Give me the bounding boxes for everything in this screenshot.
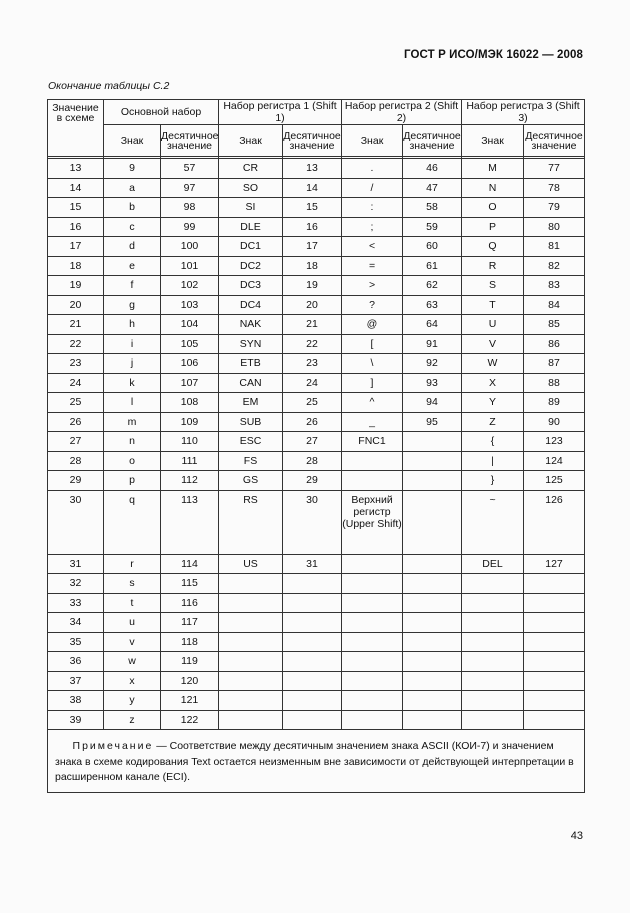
table-cell: SYN [219, 334, 283, 354]
table-cell: _ [342, 412, 403, 432]
table-cell: 61 [403, 256, 462, 276]
table-cell [524, 652, 585, 672]
table-cell [342, 574, 403, 594]
table-cell [342, 593, 403, 613]
table-cell: 90 [524, 412, 585, 432]
table-row [48, 198, 585, 218]
table-cell: US [219, 554, 283, 574]
table-cell [403, 451, 462, 471]
table-cell: 46 [403, 159, 462, 179]
table-cell [283, 652, 342, 672]
table-row [48, 178, 585, 198]
table-cell [403, 613, 462, 633]
table-cell: v [104, 632, 161, 652]
table-cell [524, 710, 585, 730]
table-cell: 115 [161, 574, 219, 594]
table-cell: ] [342, 373, 403, 393]
table-cell: 36 [48, 652, 104, 672]
table-cell: n [104, 432, 161, 452]
table-cell [403, 691, 462, 711]
header-shift2-set: Набор регистра 2 (Shift 2) [342, 100, 462, 125]
table-cell [403, 593, 462, 613]
document-header: ГОСТ Р ИСО/МЭК 16022 — 2008 [404, 49, 583, 61]
table-cell: 28 [283, 451, 342, 471]
table-cell: 16 [283, 217, 342, 237]
header-char: Знак [104, 125, 161, 157]
table-cell: 110 [161, 432, 219, 452]
table-cell: FNC1 [342, 432, 403, 452]
table-cell: 20 [283, 295, 342, 315]
table-cell: 121 [161, 691, 219, 711]
table-cell [342, 451, 403, 471]
table-cell [403, 574, 462, 594]
table-cell: 86 [524, 334, 585, 354]
table-cell: 31 [283, 554, 342, 574]
table-cell: EM [219, 393, 283, 413]
table-cell: 98 [161, 198, 219, 218]
table-cell: 64 [403, 315, 462, 335]
table-row [48, 691, 585, 711]
table-cell [219, 613, 283, 633]
table-cell: 126 [524, 490, 585, 554]
table-cell: . [342, 159, 403, 179]
table-cell: S [462, 276, 524, 296]
table-cell: 22 [283, 334, 342, 354]
header-shift3-set: Набор регистра 3 (Shift 3) [462, 100, 585, 125]
table-cell [283, 574, 342, 594]
header-shift1-set: Набор регистра 1 (Shift 1) [219, 100, 342, 125]
table-cell: N [462, 178, 524, 198]
table-cell: 34 [48, 613, 104, 633]
table-cell: ? [342, 295, 403, 315]
table-cell: 107 [161, 373, 219, 393]
header-decimal: Десятичное значение [403, 125, 462, 157]
table-cell [342, 691, 403, 711]
table-cell: = [342, 256, 403, 276]
table-cell: 30 [48, 490, 104, 554]
table-cell: 16 [48, 217, 104, 237]
table-cell: 17 [48, 237, 104, 257]
table-cell [462, 671, 524, 691]
header-scheme-value: Значение в схеме [48, 100, 104, 157]
table-cell: } [462, 471, 524, 491]
table-cell [403, 471, 462, 491]
note-text: — Соответствие между десятичным значением знака ASCII (КОИ-7) и значением знака в схеме кодирования Text остается неизменным вне зависимости от действующей интерпретации в расширенном канале (ECI). [55, 740, 574, 783]
table-cell [283, 710, 342, 730]
header-basic-set: Основной набор [104, 100, 219, 125]
table-cell: t [104, 593, 161, 613]
table-cell: 114 [161, 554, 219, 574]
table-cell: 109 [161, 412, 219, 432]
table-cell: DC2 [219, 256, 283, 276]
table-cell: y [104, 691, 161, 711]
table-cell: \ [342, 354, 403, 374]
table-cell: 28 [48, 451, 104, 471]
table-cell [342, 652, 403, 672]
table-cell: d [104, 237, 161, 257]
table-cell: 24 [48, 373, 104, 393]
table-cell: h [104, 315, 161, 335]
table-cell: 19 [283, 276, 342, 296]
table-cell: ~ [462, 490, 524, 554]
table-cell: 18 [283, 256, 342, 276]
table-cell: k [104, 373, 161, 393]
table-row [48, 334, 585, 354]
table-cell: 32 [48, 574, 104, 594]
table-cell: 89 [524, 393, 585, 413]
table-cell: x [104, 671, 161, 691]
table-cell: W [462, 354, 524, 374]
table-cell: ETB [219, 354, 283, 374]
table-cell: 27 [283, 432, 342, 452]
table-cell [462, 652, 524, 672]
table-cell: e [104, 256, 161, 276]
table-cell: 60 [403, 237, 462, 257]
table-row [48, 593, 585, 613]
table-cell: RS [219, 490, 283, 554]
table-cell: c [104, 217, 161, 237]
table-cell: ^ [342, 393, 403, 413]
table-cell: o [104, 451, 161, 471]
table-cell [342, 471, 403, 491]
table-cell: Q [462, 237, 524, 257]
table-cell [462, 710, 524, 730]
table-cell: 39 [48, 710, 104, 730]
table-cell: 91 [403, 334, 462, 354]
table-cell: j [104, 354, 161, 374]
table-row [48, 159, 585, 179]
table-row [48, 217, 585, 237]
table-cell [403, 652, 462, 672]
note-row [48, 730, 585, 793]
table-cell: f [104, 276, 161, 296]
table-cell: U [462, 315, 524, 335]
table-cell [403, 490, 462, 554]
table-cell: 57 [161, 159, 219, 179]
table-cell [462, 574, 524, 594]
table-cell: 105 [161, 334, 219, 354]
table-cell: 80 [524, 217, 585, 237]
header-char: Знак [342, 125, 403, 157]
table-cell: 94 [403, 393, 462, 413]
table-cell: 117 [161, 613, 219, 633]
table-cell: l [104, 393, 161, 413]
table-cell: p [104, 471, 161, 491]
table-cell: 84 [524, 295, 585, 315]
table-row [48, 412, 585, 432]
table-cell: / [342, 178, 403, 198]
table-cell: DC1 [219, 237, 283, 257]
table-cell: 26 [48, 412, 104, 432]
table-cell: 27 [48, 432, 104, 452]
table-cell: 15 [48, 198, 104, 218]
table-cell: Верхний регистр (Upper Shift) [342, 490, 403, 554]
table-cell: 62 [403, 276, 462, 296]
note-label: Примечание [72, 740, 154, 752]
table-cell: DLE [219, 217, 283, 237]
table-cell: 125 [524, 471, 585, 491]
table-cell [524, 593, 585, 613]
table-cell: ESC [219, 432, 283, 452]
table-row [48, 652, 585, 672]
table-row [48, 256, 585, 276]
table-cell: 118 [161, 632, 219, 652]
table-cell [283, 632, 342, 652]
table-cell: 77 [524, 159, 585, 179]
table-cell: 25 [283, 393, 342, 413]
table-cell: 29 [283, 471, 342, 491]
table-cell [219, 652, 283, 672]
table-cell: 100 [161, 237, 219, 257]
table-cell: 106 [161, 354, 219, 374]
table-cell: 123 [524, 432, 585, 452]
table-cell [283, 671, 342, 691]
table-cell: i [104, 334, 161, 354]
table-cell [403, 432, 462, 452]
table-row [48, 315, 585, 335]
table-cell: M [462, 159, 524, 179]
table-cell: [ [342, 334, 403, 354]
table-cell: Y [462, 393, 524, 413]
header-decimal: Десятичное значение [161, 125, 219, 157]
table-cell: 31 [48, 554, 104, 574]
header-char: Знак [219, 125, 283, 157]
table-cell: 112 [161, 471, 219, 491]
table-cell [403, 632, 462, 652]
table-cell [524, 691, 585, 711]
table-cell: 23 [283, 354, 342, 374]
header-decimal: Десятичное значение [524, 125, 585, 157]
table-cell: 26 [283, 412, 342, 432]
table-cell: 79 [524, 198, 585, 218]
table-cell: u [104, 613, 161, 633]
table-cell: DEL [462, 554, 524, 574]
table-cell: SO [219, 178, 283, 198]
table-cell [283, 691, 342, 711]
table-row [48, 554, 585, 574]
table-cell [524, 671, 585, 691]
table-cell: 18 [48, 256, 104, 276]
table-cell [403, 671, 462, 691]
table-cell: 83 [524, 276, 585, 296]
table-cell: 59 [403, 217, 462, 237]
table-cell: 82 [524, 256, 585, 276]
table-cell: 85 [524, 315, 585, 335]
table-cell [462, 613, 524, 633]
table-cell [342, 632, 403, 652]
table-cell: X [462, 373, 524, 393]
table-cell: < [342, 237, 403, 257]
table-row [48, 671, 585, 691]
table-cell: 119 [161, 652, 219, 672]
table-cell: Z [462, 412, 524, 432]
table-cell: 88 [524, 373, 585, 393]
table-cell [219, 710, 283, 730]
table-cell: 81 [524, 237, 585, 257]
table-cell: | [462, 451, 524, 471]
table-cell: 33 [48, 593, 104, 613]
code-table [47, 99, 585, 793]
table-cell: 15 [283, 198, 342, 218]
table-cell [524, 574, 585, 594]
table-row [48, 710, 585, 730]
table-cell: 24 [283, 373, 342, 393]
table-cell: : [342, 198, 403, 218]
table-cell: @ [342, 315, 403, 335]
table-cell [219, 574, 283, 594]
table-cell [524, 632, 585, 652]
table-cell: 102 [161, 276, 219, 296]
table-cell: z [104, 710, 161, 730]
table-cell: w [104, 652, 161, 672]
table-cell: a [104, 178, 161, 198]
table-cell: ; [342, 217, 403, 237]
table-cell: 108 [161, 393, 219, 413]
table-row [48, 451, 585, 471]
table-cell: R [462, 256, 524, 276]
table-cell: > [342, 276, 403, 296]
table-row [48, 373, 585, 393]
table-cell: T [462, 295, 524, 315]
table-cell: 58 [403, 198, 462, 218]
table-cell: 9 [104, 159, 161, 179]
table-row [48, 276, 585, 296]
table-cell: 127 [524, 554, 585, 574]
table-cell: SI [219, 198, 283, 218]
table-cell [219, 671, 283, 691]
table-cell: SUB [219, 412, 283, 432]
table-cell: 111 [161, 451, 219, 471]
table-cell: 13 [48, 159, 104, 179]
table-cell: NAK [219, 315, 283, 335]
table-cell [462, 593, 524, 613]
table-cell: 78 [524, 178, 585, 198]
table-caption: Окончание таблицы С.2 [48, 80, 170, 92]
table-cell: 116 [161, 593, 219, 613]
table-cell: s [104, 574, 161, 594]
table-cell: 23 [48, 354, 104, 374]
table-cell: 122 [161, 710, 219, 730]
table-cell: b [104, 198, 161, 218]
table-cell: 35 [48, 632, 104, 652]
table-cell: 47 [403, 178, 462, 198]
table-cell [403, 710, 462, 730]
table-cell: 124 [524, 451, 585, 471]
table-cell: DC3 [219, 276, 283, 296]
table-cell: 95 [403, 412, 462, 432]
table-row [48, 613, 585, 633]
table-cell [342, 613, 403, 633]
table-cell: FS [219, 451, 283, 471]
table-row [48, 295, 585, 315]
table-cell: 13 [283, 159, 342, 179]
table-row [48, 490, 585, 554]
table-cell: m [104, 412, 161, 432]
table-cell: DC4 [219, 295, 283, 315]
table-cell: 113 [161, 490, 219, 554]
table-cell: CAN [219, 373, 283, 393]
table-row [48, 432, 585, 452]
table-cell: 20 [48, 295, 104, 315]
table-cell [283, 593, 342, 613]
table-cell: 99 [161, 217, 219, 237]
table-cell [524, 613, 585, 633]
header-char: Знак [462, 125, 524, 157]
table-cell: 17 [283, 237, 342, 257]
table-cell [342, 671, 403, 691]
table-cell: 19 [48, 276, 104, 296]
table-row [48, 471, 585, 491]
table-cell: 22 [48, 334, 104, 354]
table-cell: O [462, 198, 524, 218]
table-row [48, 393, 585, 413]
table-cell [283, 613, 342, 633]
table-cell: CR [219, 159, 283, 179]
table-cell: 21 [48, 315, 104, 335]
table-cell: 14 [48, 178, 104, 198]
table-cell: 104 [161, 315, 219, 335]
table-row [48, 237, 585, 257]
table-cell: g [104, 295, 161, 315]
table-cell: 93 [403, 373, 462, 393]
table-cell: 63 [403, 295, 462, 315]
table-cell [462, 632, 524, 652]
table-note [48, 730, 585, 793]
table-cell [219, 632, 283, 652]
table-cell: 97 [161, 178, 219, 198]
table-cell: 92 [403, 354, 462, 374]
table-cell: P [462, 217, 524, 237]
table-cell [462, 691, 524, 711]
table-row [48, 574, 585, 594]
table-cell: GS [219, 471, 283, 491]
table-cell: 103 [161, 295, 219, 315]
table-cell: 37 [48, 671, 104, 691]
header-decimal: Десятичное значение [283, 125, 342, 157]
table-cell: 14 [283, 178, 342, 198]
table-row [48, 354, 585, 374]
table-cell: 87 [524, 354, 585, 374]
table-cell [403, 554, 462, 574]
table-cell: 101 [161, 256, 219, 276]
table-cell: 38 [48, 691, 104, 711]
table-cell: { [462, 432, 524, 452]
table-cell: 29 [48, 471, 104, 491]
table-cell: V [462, 334, 524, 354]
table-cell: 25 [48, 393, 104, 413]
page-number: 43 [570, 830, 583, 842]
table-cell [219, 691, 283, 711]
table-row [48, 632, 585, 652]
table-cell: q [104, 490, 161, 554]
table-cell [219, 593, 283, 613]
table-cell: r [104, 554, 161, 574]
table-cell: 120 [161, 671, 219, 691]
table-cell [342, 710, 403, 730]
table-cell: 30 [283, 490, 342, 554]
table-cell [342, 554, 403, 574]
table-cell: 21 [283, 315, 342, 335]
